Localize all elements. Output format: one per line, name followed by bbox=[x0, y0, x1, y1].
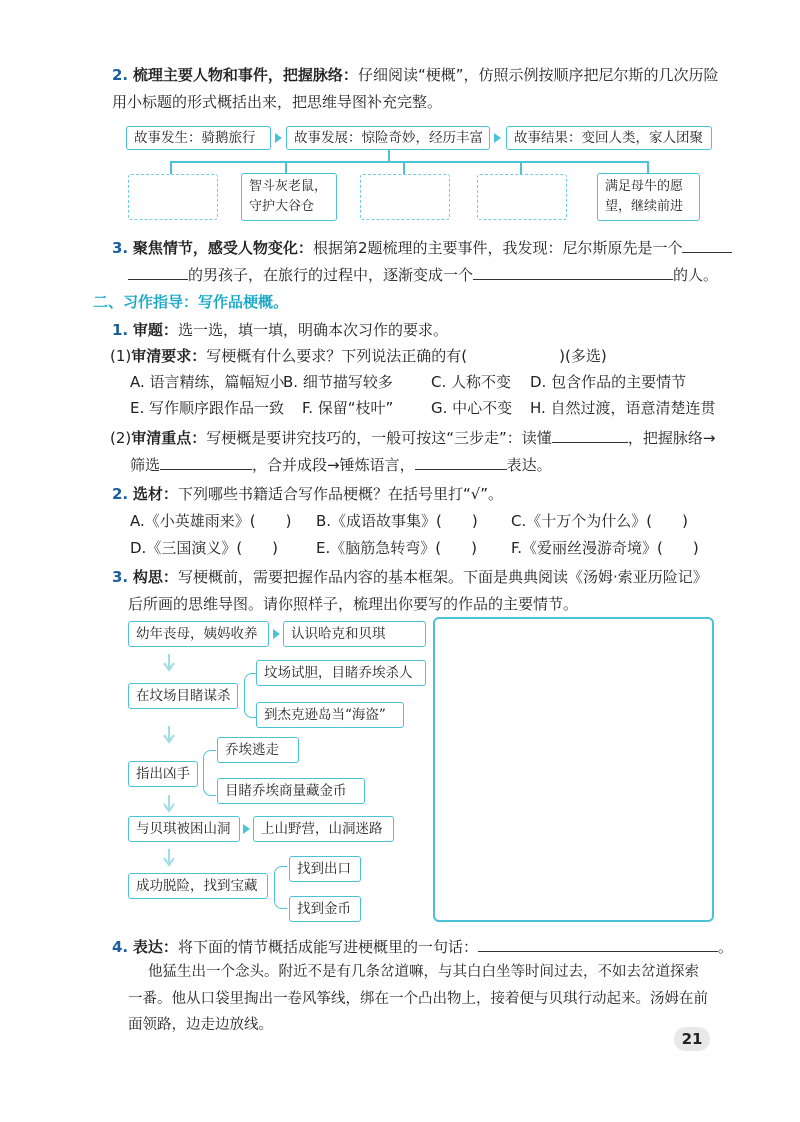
book-d[interactable]: D.《三国演义》( ) bbox=[130, 539, 279, 557]
p4-number: 4. bbox=[112, 938, 129, 956]
p4-answer-blank[interactable] bbox=[478, 937, 718, 952]
q3-blank-1[interactable] bbox=[682, 238, 732, 253]
option-e: E. 写作顺序跟作品一致 bbox=[130, 399, 285, 417]
answer-area[interactable] bbox=[433, 617, 714, 922]
q3-blank-2[interactable] bbox=[473, 265, 673, 280]
connector-line bbox=[647, 161, 649, 173]
p1-number: 1. bbox=[112, 321, 129, 339]
detail-box-gold: 找到金币 bbox=[289, 896, 361, 922]
p4-end: 。 bbox=[717, 938, 733, 956]
p1-sub2-title: 审清重点： bbox=[131, 429, 207, 447]
connector-line bbox=[170, 161, 648, 163]
detail-box-exit: 找到出口 bbox=[289, 856, 361, 882]
detail-box-meet: 认识哈克和贝琪 bbox=[283, 621, 426, 647]
plot-box-treasure: 成功脱险，找到宝藏 bbox=[128, 873, 268, 899]
section-2-title: 二、习作指导：写作品梗概。 bbox=[93, 293, 289, 311]
p1-title: 审题： bbox=[132, 321, 178, 339]
p1-sub2-line1 bbox=[110, 428, 715, 447]
p4-passage-line1: 他猛生出一个念头。附近不是有几条岔道嘛，与其白白坐等时间过去，不如去岔道探索 bbox=[148, 964, 699, 980]
p1-text: 选一选，填一填，明确本次习作的要求。 bbox=[177, 321, 448, 339]
p3-text2: 后所画的思维导图。请你照样子，梳理出你要写的作品的主要情节。 bbox=[128, 595, 579, 613]
connector-line bbox=[403, 161, 405, 174]
q2-title: 梳理主要人物和事件，把握脉络： bbox=[132, 66, 358, 84]
adventure-box-mice bbox=[241, 173, 337, 221]
p4-title: 表达： bbox=[132, 938, 178, 956]
blank-adventure-box-4[interactable] bbox=[477, 174, 567, 220]
book-b[interactable]: B.《成语故事集》( ) bbox=[316, 512, 478, 530]
connector-line bbox=[170, 161, 172, 174]
p1-sub2-line2c: 表达。 bbox=[506, 456, 552, 474]
story-development-box: 故事发展：惊险奇妙，经历丰富 bbox=[286, 126, 490, 150]
p1-sub1-text: 写梗概有什么要求？下列说法正确的有( bbox=[206, 347, 468, 365]
p1-sub1-end: )(多选) bbox=[559, 347, 607, 365]
p1-sub2-blank-1[interactable] bbox=[552, 428, 628, 443]
q2-text2: 用小标题的形式概括出来，把思维导图补充完整。 bbox=[112, 93, 443, 111]
plot-box-cave: 与贝琪被困山洞 bbox=[128, 816, 240, 842]
arrow-down-icon bbox=[162, 726, 176, 744]
plot-box-murder: 在坟场目睹谋杀 bbox=[128, 683, 238, 709]
adventure-box-cow-line2: 望，继续前进 bbox=[605, 199, 684, 214]
q2-text1: 仔细阅读“梗概”，仿照示例按顺序把尼尔斯的几次历险 bbox=[357, 66, 719, 84]
p1-sub2-blank-3[interactable] bbox=[415, 455, 507, 470]
blank-adventure-box-1[interactable] bbox=[128, 174, 218, 220]
p1-sub2-blank-2[interactable] bbox=[160, 455, 252, 470]
q3-title: 聚焦情节，感受人物变化： bbox=[132, 239, 313, 257]
p4-line bbox=[112, 937, 733, 956]
q3-number: 3. bbox=[112, 239, 129, 257]
option-c: C. 人称不变 bbox=[431, 373, 512, 391]
option-h: H. 自然过渡，语意清楚连贯 bbox=[530, 399, 716, 417]
p1-sub2-line2b: ，合并成段→锤炼语言， bbox=[252, 456, 415, 474]
p1-sub2-line2 bbox=[130, 455, 552, 474]
p3-text1: 写梗概前，需要把握作品内容的基本框架。下面是典典阅读《汤姆·索亚历险记》 bbox=[177, 568, 708, 586]
detail-box-gold-plan: 目睹乔埃商量藏金币 bbox=[217, 778, 365, 804]
adventure-box-cow-line1: 满足母牛的愿 bbox=[605, 179, 684, 194]
p2-title: 选材： bbox=[132, 485, 178, 503]
story-start-box: 故事发生：骑鹅旅行 bbox=[126, 126, 271, 150]
book-e[interactable]: E.《脑筋急转弯》( ) bbox=[316, 539, 477, 557]
p2-number: 2. bbox=[112, 485, 129, 503]
p1-sub2-text: 写梗概是要讲究技巧的，一般可按这“三步走”：读懂 bbox=[206, 429, 552, 447]
p1-sub2-prefix: (2) bbox=[110, 429, 132, 447]
p1-sub1-title: 审清要求： bbox=[131, 347, 207, 365]
adventure-box-mice-line1: 智斗灰老鼠， bbox=[249, 179, 328, 194]
p4-text: 将下面的情节概括成能写进梗概里的一句话： bbox=[177, 938, 478, 956]
brace-connector bbox=[203, 750, 216, 796]
plot-box-adopted: 幼年丧母，姨妈收养 bbox=[128, 621, 269, 647]
q3-text2b: 的人。 bbox=[673, 266, 719, 284]
detail-box-lost: 上山野营，山洞迷路 bbox=[253, 816, 394, 842]
book-f[interactable]: F.《爱丽丝漫游奇境》( ) bbox=[511, 539, 699, 557]
detail-box-escape: 乔埃逃走 bbox=[217, 737, 299, 763]
story-result-box: 故事结果：变回人类，家人团聚 bbox=[506, 126, 712, 150]
q3-text2a: 的男孩子，在旅行的过程中，逐渐变成一个 bbox=[188, 266, 474, 284]
arrow-right-icon bbox=[243, 824, 250, 834]
arrow-down-icon bbox=[162, 795, 176, 813]
adventure-box-cow bbox=[597, 173, 700, 221]
book-a[interactable]: A.《小英雄雨来》( ) bbox=[130, 512, 292, 530]
blank-adventure-box-3[interactable] bbox=[360, 174, 450, 220]
p1-line bbox=[112, 321, 448, 339]
option-f: F. 保留“枝叶” bbox=[302, 399, 394, 417]
option-b: B. 细节描写较多 bbox=[283, 373, 393, 391]
option-a: A. 语言精练，篇幅短小 bbox=[130, 373, 285, 391]
p2-line bbox=[112, 485, 503, 503]
q3-line1 bbox=[112, 238, 732, 257]
p1-sub1 bbox=[110, 347, 607, 365]
arrow-down-icon bbox=[162, 654, 176, 672]
q3-line2 bbox=[128, 265, 718, 284]
book-c[interactable]: C.《十万个为什么》( ) bbox=[511, 512, 688, 530]
adventure-box-mice-line2: 守护大谷仓 bbox=[249, 199, 315, 214]
connector-line bbox=[520, 161, 522, 174]
arrow-down-icon bbox=[162, 849, 176, 867]
plot-box-accuse: 指出凶手 bbox=[128, 761, 198, 787]
p4-passage-line2: 一番。他从口袋里掏出一卷风筝线，绑在一个凸出物上，接着便与贝琪行动起来。汤姆在前 bbox=[128, 991, 708, 1007]
p3-number: 3. bbox=[112, 568, 129, 586]
p3-title: 构思： bbox=[132, 568, 178, 586]
p3-line1 bbox=[112, 568, 708, 586]
option-g: G. 中心不变 bbox=[431, 399, 513, 417]
detail-box-graveyard: 坟场试胆，目睹乔埃杀人 bbox=[256, 660, 426, 686]
q2-number: 2. bbox=[112, 66, 129, 84]
q3-blank-1-cont[interactable] bbox=[128, 265, 188, 280]
p1-sub1-prefix: (1) bbox=[110, 347, 132, 365]
option-d: D. 包含作品的主要情节 bbox=[530, 373, 687, 391]
page-number: 21 bbox=[674, 1027, 710, 1051]
p4-passage-line3: 面领路，边走边放线。 bbox=[128, 1017, 273, 1033]
p1-sub2-text-b: ，把握脉络→ bbox=[627, 429, 716, 447]
q3-text1: 根据第2题梳理的主要事件，我发现：尼尔斯原先是一个 bbox=[312, 239, 683, 257]
arrow-right-icon bbox=[275, 133, 282, 143]
p1-sub2-line2a: 筛选 bbox=[130, 456, 161, 474]
arrow-right-icon bbox=[273, 629, 280, 639]
connector-line bbox=[285, 161, 287, 173]
q2-line1 bbox=[112, 66, 718, 84]
arrow-right-icon bbox=[494, 133, 501, 143]
brace-connector bbox=[274, 866, 287, 909]
p2-text: 下列哪些书籍适合写作品梗概？在括号里打“√”。 bbox=[177, 485, 504, 503]
detail-box-pirate: 到杰克逊岛当“海盗” bbox=[256, 702, 404, 728]
